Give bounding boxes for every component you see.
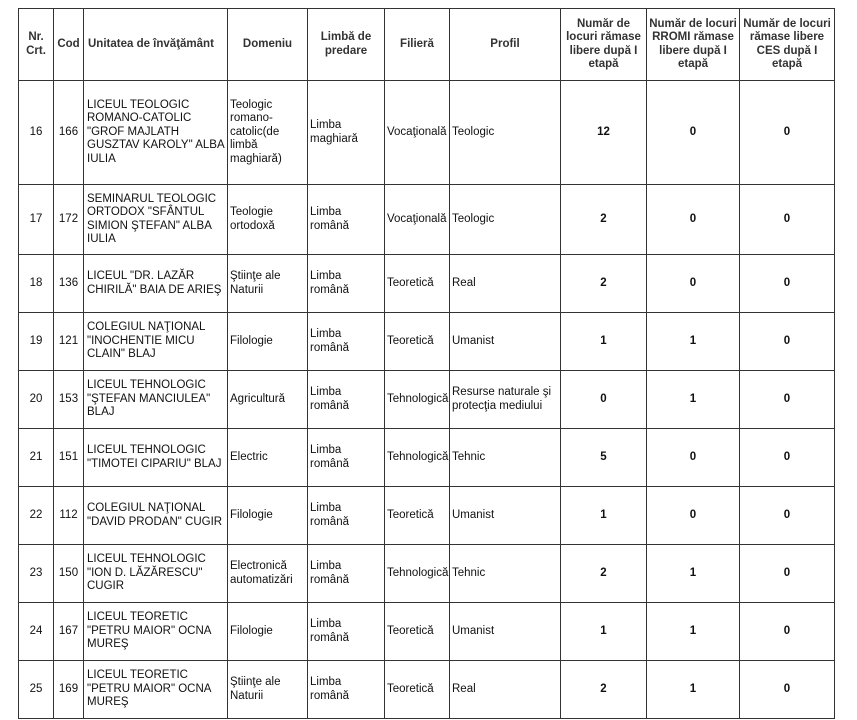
row-ces: 0 (740, 487, 835, 545)
row-filiera: Tehnologică (385, 429, 450, 487)
row-rromi: 0 (647, 185, 740, 255)
row-limba: Limba română (308, 487, 385, 545)
header-nr: Nr. Crt. (19, 9, 54, 81)
row-nr: 21 (19, 429, 54, 487)
row-locuri: 2 (561, 545, 647, 603)
row-unitate: LICEUL TEHNOLOGIC "ŞTEFAN MANCIULEA" BLAJ (84, 371, 228, 429)
row-limba: Limba maghiară (308, 81, 385, 185)
row-rromi: 1 (647, 603, 740, 661)
row-cod: 150 (54, 545, 84, 603)
row-profil: Real (450, 661, 561, 719)
row-ces: 0 (740, 429, 835, 487)
row-nr: 25 (19, 661, 54, 719)
table-row (19, 661, 835, 719)
header-domeniu: Domeniu (228, 9, 308, 81)
row-ces: 0 (740, 661, 835, 719)
row-nr: 20 (19, 371, 54, 429)
row-cod: 169 (54, 661, 84, 719)
row-unitate: LICEUL TEHNOLOGIC "TIMOTEI CIPARIU" BLAJ (84, 429, 228, 487)
row-domeniu: Electronică automatizări (228, 545, 308, 603)
row-locuri: 1 (561, 313, 647, 371)
row-locuri: 2 (561, 661, 647, 719)
row-domeniu: Electric (228, 429, 308, 487)
document-page (18, 8, 835, 719)
row-unitate: LICEUL TEORETIC "PETRU MAIOR" OCNA MUREŞ (84, 603, 228, 661)
row-profil: Umanist (450, 487, 561, 545)
row-rromi: 0 (647, 81, 740, 185)
row-locuri: 1 (561, 603, 647, 661)
row-locuri: 5 (561, 429, 647, 487)
row-nr: 16 (19, 81, 54, 185)
row-rromi: 1 (647, 545, 740, 603)
table-row (19, 81, 835, 185)
row-profil: Teologic (450, 185, 561, 255)
row-domeniu: Filologie (228, 603, 308, 661)
header-row (19, 9, 835, 81)
header-locuri: Număr de locuri rămase libere după I etapă (561, 9, 647, 81)
row-domeniu: Agricultură (228, 371, 308, 429)
row-filiera: Teoretică (385, 661, 450, 719)
row-limba: Limba română (308, 603, 385, 661)
row-rromi: 0 (647, 487, 740, 545)
row-domeniu: Ştiinţe ale Naturii (228, 661, 308, 719)
row-locuri: 0 (561, 371, 647, 429)
row-limba: Limba română (308, 429, 385, 487)
row-ces: 0 (740, 81, 835, 185)
row-cod: 136 (54, 255, 84, 313)
row-unitate: SEMINARUL TEOLOGIC ORTODOX "SFÂNTUL SIMION ŞTEFAN" ALBA IULIA (84, 185, 228, 255)
table-row (19, 487, 835, 545)
row-cod: 167 (54, 603, 84, 661)
row-filiera: Teoretică (385, 313, 450, 371)
row-nr: 18 (19, 255, 54, 313)
row-unitate: LICEUL "DR. LAZĂR CHIRILĂ" BAIA DE ARIEŞ (84, 255, 228, 313)
table-row (19, 429, 835, 487)
table-row (19, 371, 835, 429)
row-limba: Limba română (308, 371, 385, 429)
row-limba: Limba română (308, 661, 385, 719)
table-row (19, 545, 835, 603)
header-filiera: Filieră (385, 9, 450, 81)
row-limba: Limba română (308, 185, 385, 255)
row-filiera: Tehnologică (385, 371, 450, 429)
row-ces: 0 (740, 313, 835, 371)
row-nr: 17 (19, 185, 54, 255)
row-cod: 121 (54, 313, 84, 371)
row-filiera: Teoretică (385, 603, 450, 661)
row-rromi: 1 (647, 371, 740, 429)
row-nr: 19 (19, 313, 54, 371)
row-ces: 0 (740, 185, 835, 255)
header-limba: Limbă de predare (308, 9, 385, 81)
row-nr: 23 (19, 545, 54, 603)
row-limba: Limba română (308, 545, 385, 603)
row-unitate: LICEUL TEORETIC "PETRU MAIOR" OCNA MUREŞ (84, 661, 228, 719)
row-domeniu: Ştiinţe ale Naturii (228, 255, 308, 313)
row-unitate: LICEUL TEHNOLOGIC "ION D. LĂZĂRESCU" CUGIR (84, 545, 228, 603)
row-locuri: 2 (561, 255, 647, 313)
row-profil: Resurse naturale şi protecţia mediului (450, 371, 561, 429)
row-rromi: 0 (647, 255, 740, 313)
row-rromi: 0 (647, 429, 740, 487)
row-profil: Tehnic (450, 429, 561, 487)
header-profil: Profil (450, 9, 561, 81)
row-filiera: Vocaţională (385, 185, 450, 255)
table-row (19, 313, 835, 371)
row-ces: 0 (740, 371, 835, 429)
row-cod: 172 (54, 185, 84, 255)
row-domeniu: Filologie (228, 313, 308, 371)
table-row (19, 185, 835, 255)
admission-table (18, 8, 835, 719)
row-locuri: 1 (561, 487, 647, 545)
row-limba: Limba română (308, 255, 385, 313)
header-ces: Număr de locuri rămase libere CES după I etapă (740, 9, 835, 81)
table-row (19, 255, 835, 313)
row-filiera: Teoretică (385, 255, 450, 313)
row-nr: 22 (19, 487, 54, 545)
row-ces: 0 (740, 545, 835, 603)
row-cod: 153 (54, 371, 84, 429)
row-nr: 24 (19, 603, 54, 661)
row-rromi: 1 (647, 313, 740, 371)
row-domeniu: Filologie (228, 487, 308, 545)
row-filiera: Tehnologică (385, 545, 450, 603)
row-profil: Tehnic (450, 545, 561, 603)
row-filiera: Teoretică (385, 487, 450, 545)
row-cod: 112 (54, 487, 84, 545)
row-locuri: 12 (561, 81, 647, 185)
row-profil: Umanist (450, 313, 561, 371)
header-cod: Cod (54, 9, 84, 81)
header-rromi: Număr de locuri RROMI rămase libere după I etapă (647, 9, 740, 81)
row-ces: 0 (740, 255, 835, 313)
table-row (19, 603, 835, 661)
row-profil: Umanist (450, 603, 561, 661)
row-unitate: COLEGIUL NAŢIONAL "INOCHENTIE MICU CLAIN" BLAJ (84, 313, 228, 371)
row-unitate: COLEGIUL NAŢIONAL "DAVID PRODAN" CUGIR (84, 487, 228, 545)
row-rromi: 1 (647, 661, 740, 719)
row-domeniu: Teologic romano-catolic(de limbă maghiară) (228, 81, 308, 185)
row-profil: Real (450, 255, 561, 313)
row-unitate: LICEUL TEOLOGIC ROMANO-CATOLIC "GROF MAJLATH GUSZTAV KAROLY" ALBA IULIA (84, 81, 228, 185)
header-unitate: Unitatea de învăţământ (84, 9, 228, 81)
row-locuri: 2 (561, 185, 647, 255)
row-limba: Limba română (308, 313, 385, 371)
row-ces: 0 (740, 603, 835, 661)
row-cod: 151 (54, 429, 84, 487)
row-filiera: Vocaţională (385, 81, 450, 185)
row-cod: 166 (54, 81, 84, 185)
row-profil: Teologic (450, 81, 561, 185)
row-domeniu: Teologie ortodoxă (228, 185, 308, 255)
